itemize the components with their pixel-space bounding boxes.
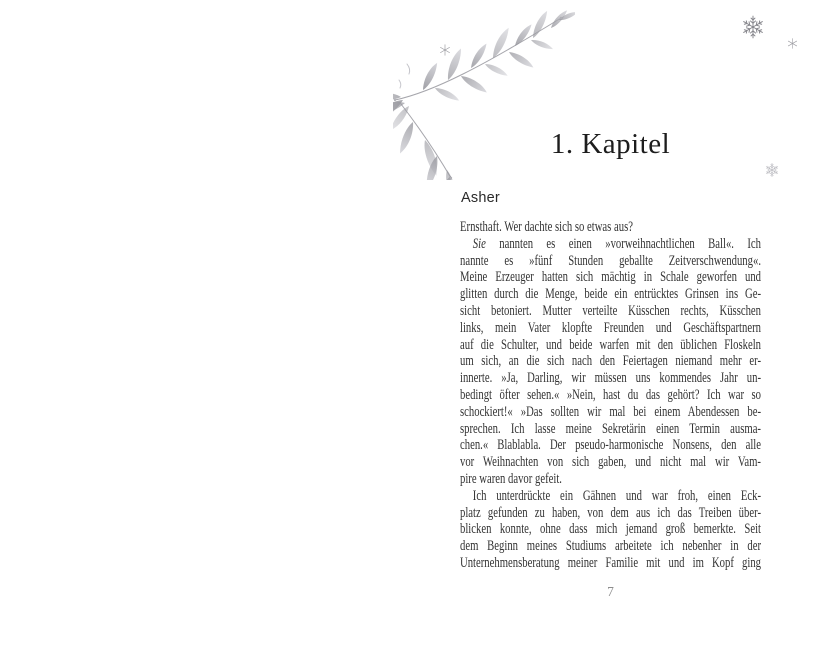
- page-number: 7: [607, 584, 614, 599]
- text-line: dem Beginn meines Studiums arbeitete ich nebenher in der: [460, 538, 761, 555]
- snowflake-star-branch-icon: [438, 43, 452, 57]
- text-line: bedingt öfter sehen.« »Nein, hast du das gehört? Ich war so: [460, 386, 761, 403]
- text-line: pire waren davor gefeit.: [460, 470, 562, 487]
- text-line: innerte. »Ja, Darling, wir müssen uns kommendes Jahr un-: [460, 370, 761, 387]
- text-line: sicht betoniert. Mutter verteilte Küsschen rechts, Küsschen: [460, 302, 761, 319]
- text-line: Ernsthaft. Wer dachte sich so etwas aus?: [460, 219, 633, 235]
- text-line: blicken konnte, ohne dass mich jemand groß bemerkte. Seit: [460, 521, 761, 538]
- text-line: auf die Schulter, und beide warfen mit den üblichen Floskeln: [460, 336, 761, 353]
- text-line: Unternehmensberatung meiner Familie mit und im Kopf ging: [460, 554, 761, 571]
- text-line: schockiert!« »Das sollten wir mal bei einem Abendessen be-: [460, 403, 761, 420]
- chapter-heading: 1. Kapitel: [550, 128, 671, 160]
- snowflake-medium-icon: [764, 162, 780, 178]
- text-line: sprechen. Ich lasse meine Sekretärin einen Termin ausma-: [460, 420, 761, 437]
- text-line: um sich, an die sich nach den Feiertagen niemand mehr er-: [460, 353, 761, 370]
- text-line: chen.« Blablabla. Der pseudo-harmonische Nonsens, den alle: [460, 437, 761, 454]
- snowflake-large-icon: [740, 14, 766, 40]
- body-text: [460, 219, 761, 572]
- text-line: platz gefunden zu haben, von dem aus ich das Treiben über-: [460, 504, 761, 521]
- text-line: Meine Erzeuger hatten sich mächtig in Schale geworfen und: [460, 269, 761, 286]
- text-line: Ich unterdrückte ein Gähnen und war froh, einen Eck-: [472, 487, 761, 504]
- text-line: links, mein Vater klopfte Freunden und Geschäftspartnern: [460, 319, 761, 336]
- pov-name: Asher: [461, 190, 500, 206]
- text-line: Sie nannten es einen »vorweihnachtlichen Ball«. Ich: [472, 235, 761, 252]
- snowflake-star-small-icon: [786, 37, 799, 50]
- text-line: vor Weihnachten von sich gaben, und nicht mal wir Vam-: [460, 454, 761, 471]
- text-line: nannte es »fünf Stunden geballte Zeitverschwendung«.: [460, 252, 761, 269]
- text-line: glitten durch die Menge, beide ein entrücktes Grinsen ins Ge-: [460, 286, 761, 303]
